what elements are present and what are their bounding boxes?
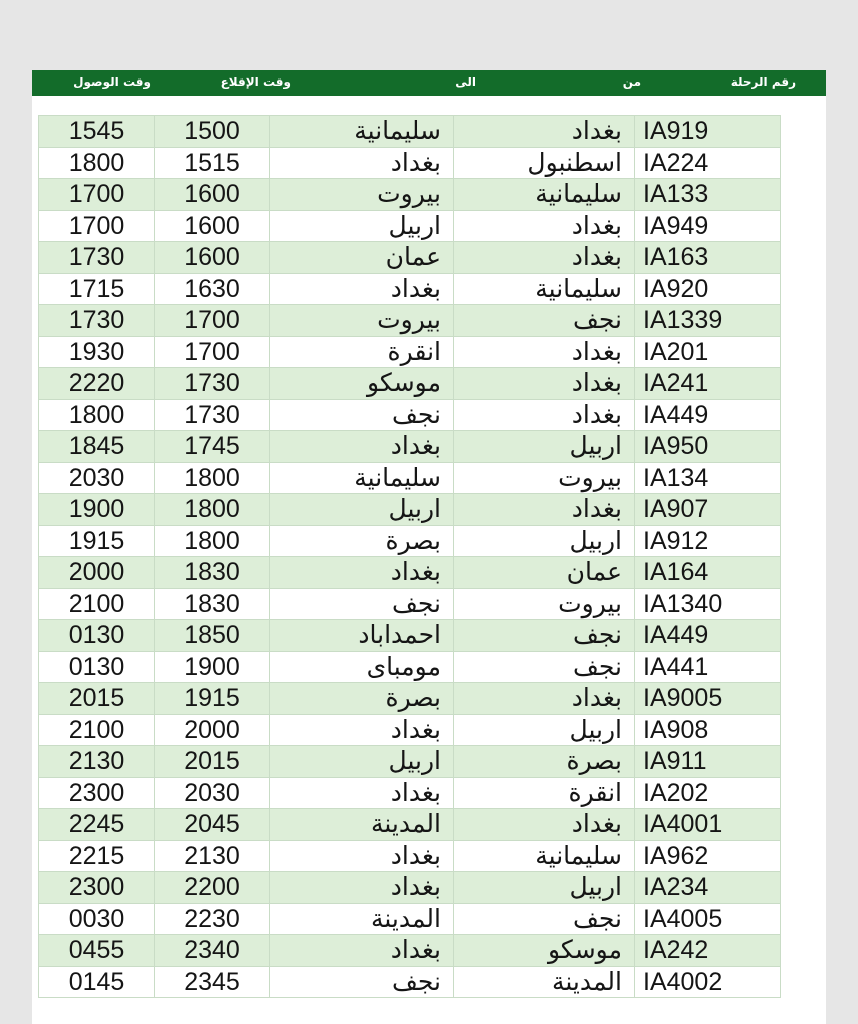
destination-cell: عمان: [270, 242, 454, 274]
table-row: [39, 399, 781, 431]
arrival-time-cell: 2015: [39, 683, 155, 715]
origin-cell: اربيل: [454, 714, 635, 746]
flight-number-cell: IA4005: [635, 903, 781, 935]
table-row: [39, 777, 781, 809]
destination-cell: بغداد: [270, 147, 454, 179]
arrival-time-cell: 2215: [39, 840, 155, 872]
arrival-time-cell: 0130: [39, 651, 155, 683]
flight-number-cell: IA4002: [635, 966, 781, 998]
table-row: [39, 179, 781, 211]
table-row: [39, 462, 781, 494]
destination-cell: بغداد: [270, 273, 454, 305]
departure-time-cell: 2200: [155, 872, 270, 904]
arrival-time-cell: 1730: [39, 242, 155, 274]
arrival-time-cell: 1900: [39, 494, 155, 526]
departure-time-cell: 1850: [155, 620, 270, 652]
destination-cell: اربيل: [270, 494, 454, 526]
table-row: [39, 683, 781, 715]
flights-table: [38, 115, 781, 998]
table-header-bar: [32, 70, 826, 96]
arrival-time-cell: 2300: [39, 872, 155, 904]
flight-number-cell: IA133: [635, 179, 781, 211]
flight-number-cell: IA234: [635, 872, 781, 904]
table-row: [39, 494, 781, 526]
flight-number-cell: IA441: [635, 651, 781, 683]
destination-cell: نجف: [270, 966, 454, 998]
flight-number-cell: IA9005: [635, 683, 781, 715]
flight-number-cell: IA224: [635, 147, 781, 179]
departure-time-cell: 2130: [155, 840, 270, 872]
departure-time-cell: 1500: [155, 116, 270, 148]
origin-cell: بصرة: [454, 746, 635, 778]
destination-cell: المدينة: [270, 903, 454, 935]
origin-cell: اربيل: [454, 431, 635, 463]
destination-cell: مومباى: [270, 651, 454, 683]
arrival-time-cell: 1700: [39, 210, 155, 242]
destination-cell: سليمانية: [270, 462, 454, 494]
origin-cell: بغداد: [454, 399, 635, 431]
arrival-time-cell: 0130: [39, 620, 155, 652]
departure-time-cell: 1600: [155, 242, 270, 274]
table-row: [39, 525, 781, 557]
flight-number-cell: IA1340: [635, 588, 781, 620]
destination-cell: بصرة: [270, 683, 454, 715]
table-row: [39, 210, 781, 242]
flight-number-cell: IA1339: [635, 305, 781, 337]
origin-cell: سليمانية: [454, 273, 635, 305]
flight-number-cell: IA242: [635, 935, 781, 967]
origin-cell: موسكو: [454, 935, 635, 967]
departure-time-cell: 2345: [155, 966, 270, 998]
origin-cell: نجف: [454, 305, 635, 337]
departure-time-cell: 2340: [155, 935, 270, 967]
arrival-time-cell: 2000: [39, 557, 155, 589]
header-to: الى: [455, 75, 476, 89]
origin-cell: اسطنبول: [454, 147, 635, 179]
departure-time-cell: 1900: [155, 651, 270, 683]
arrival-time-cell: 2100: [39, 714, 155, 746]
table-row: [39, 935, 781, 967]
table-row: [39, 557, 781, 589]
header-from: من: [622, 75, 641, 89]
destination-cell: المدينة: [270, 809, 454, 841]
arrival-time-cell: 1915: [39, 525, 155, 557]
origin-cell: نجف: [454, 903, 635, 935]
arrival-time-cell: 2100: [39, 588, 155, 620]
flight-number-cell: IA911: [635, 746, 781, 778]
table-row: [39, 746, 781, 778]
origin-cell: بيروت: [454, 588, 635, 620]
destination-cell: بغداد: [270, 557, 454, 589]
destination-cell: بصرة: [270, 525, 454, 557]
table-row: [39, 840, 781, 872]
origin-cell: بيروت: [454, 462, 635, 494]
flight-number-cell: IA950: [635, 431, 781, 463]
departure-time-cell: 1800: [155, 494, 270, 526]
flight-number-cell: IA163: [635, 242, 781, 274]
destination-cell: سليمانية: [270, 116, 454, 148]
flight-number-cell: IA134: [635, 462, 781, 494]
destination-cell: احمداباد: [270, 620, 454, 652]
destination-cell: بيروت: [270, 179, 454, 211]
arrival-time-cell: 2220: [39, 368, 155, 400]
table-row: [39, 588, 781, 620]
destination-cell: بغداد: [270, 840, 454, 872]
header-departure-time: وقت الإقلاع: [220, 75, 291, 89]
departure-time-cell: 2230: [155, 903, 270, 935]
arrival-time-cell: 1700: [39, 179, 155, 211]
arrival-time-cell: 0145: [39, 966, 155, 998]
flight-number-cell: IA449: [635, 399, 781, 431]
destination-cell: اربيل: [270, 210, 454, 242]
origin-cell: سليمانية: [454, 179, 635, 211]
header-flight-number: رقم الرحلة: [730, 75, 796, 89]
flight-number-cell: IA241: [635, 368, 781, 400]
arrival-time-cell: 1930: [39, 336, 155, 368]
flight-number-cell: IA912: [635, 525, 781, 557]
origin-cell: بغداد: [454, 683, 635, 715]
flight-number-cell: IA907: [635, 494, 781, 526]
table-row: [39, 651, 781, 683]
origin-cell: نجف: [454, 651, 635, 683]
table-row: [39, 368, 781, 400]
departure-time-cell: 1600: [155, 210, 270, 242]
departure-time-cell: 1730: [155, 368, 270, 400]
origin-cell: بغداد: [454, 116, 635, 148]
destination-cell: نجف: [270, 588, 454, 620]
arrival-time-cell: 2245: [39, 809, 155, 841]
table-row: [39, 872, 781, 904]
table-row: [39, 714, 781, 746]
table-row: [39, 242, 781, 274]
origin-cell: بغداد: [454, 809, 635, 841]
destination-cell: انقرة: [270, 336, 454, 368]
origin-cell: سليمانية: [454, 840, 635, 872]
origin-cell: اربيل: [454, 525, 635, 557]
departure-time-cell: 1730: [155, 399, 270, 431]
origin-cell: عمان: [454, 557, 635, 589]
schedule-sheet: [32, 70, 826, 1024]
header-arrival-time: وقت الوصول: [73, 75, 151, 89]
departure-time-cell: 1745: [155, 431, 270, 463]
table-row: [39, 620, 781, 652]
table-row: [39, 966, 781, 998]
origin-cell: نجف: [454, 620, 635, 652]
departure-time-cell: 1515: [155, 147, 270, 179]
table-row: [39, 431, 781, 463]
origin-cell: انقرة: [454, 777, 635, 809]
arrival-time-cell: 0455: [39, 935, 155, 967]
departure-time-cell: 1600: [155, 179, 270, 211]
destination-cell: بغداد: [270, 872, 454, 904]
origin-cell: اربيل: [454, 872, 635, 904]
arrival-time-cell: 1730: [39, 305, 155, 337]
destination-cell: نجف: [270, 399, 454, 431]
table-row: [39, 273, 781, 305]
flight-number-cell: IA920: [635, 273, 781, 305]
destination-cell: بيروت: [270, 305, 454, 337]
destination-cell: موسكو: [270, 368, 454, 400]
flight-number-cell: IA962: [635, 840, 781, 872]
flight-number-cell: IA201: [635, 336, 781, 368]
origin-cell: بغداد: [454, 336, 635, 368]
departure-time-cell: 1800: [155, 462, 270, 494]
departure-time-cell: 1700: [155, 305, 270, 337]
departure-time-cell: 1830: [155, 557, 270, 589]
table-row: [39, 116, 781, 148]
departure-time-cell: 2015: [155, 746, 270, 778]
arrival-time-cell: 1545: [39, 116, 155, 148]
destination-cell: بغداد: [270, 431, 454, 463]
destination-cell: بغداد: [270, 935, 454, 967]
flight-number-cell: IA164: [635, 557, 781, 589]
arrival-time-cell: 1800: [39, 399, 155, 431]
departure-time-cell: 1800: [155, 525, 270, 557]
origin-cell: بغداد: [454, 242, 635, 274]
arrival-time-cell: 1800: [39, 147, 155, 179]
arrival-time-cell: 1715: [39, 273, 155, 305]
arrival-time-cell: 2130: [39, 746, 155, 778]
table-row: [39, 809, 781, 841]
flight-number-cell: IA4001: [635, 809, 781, 841]
arrival-time-cell: 2030: [39, 462, 155, 494]
arrival-time-cell: 0030: [39, 903, 155, 935]
arrival-time-cell: 2300: [39, 777, 155, 809]
flight-number-cell: IA949: [635, 210, 781, 242]
origin-cell: بغداد: [454, 210, 635, 242]
origin-cell: بغداد: [454, 368, 635, 400]
departure-time-cell: 1830: [155, 588, 270, 620]
departure-time-cell: 2045: [155, 809, 270, 841]
table-row: [39, 305, 781, 337]
destination-cell: بغداد: [270, 777, 454, 809]
table-row: [39, 336, 781, 368]
flight-number-cell: IA449: [635, 620, 781, 652]
table-row: [39, 903, 781, 935]
flight-number-cell: IA908: [635, 714, 781, 746]
departure-time-cell: 2000: [155, 714, 270, 746]
departure-time-cell: 2030: [155, 777, 270, 809]
flight-number-cell: IA919: [635, 116, 781, 148]
table-row: [39, 147, 781, 179]
destination-cell: اربيل: [270, 746, 454, 778]
destination-cell: بغداد: [270, 714, 454, 746]
departure-time-cell: 1700: [155, 336, 270, 368]
departure-time-cell: 1915: [155, 683, 270, 715]
flight-number-cell: IA202: [635, 777, 781, 809]
departure-time-cell: 1630: [155, 273, 270, 305]
arrival-time-cell: 1845: [39, 431, 155, 463]
flights-table-body: [39, 116, 781, 998]
origin-cell: المدينة: [454, 966, 635, 998]
origin-cell: بغداد: [454, 494, 635, 526]
